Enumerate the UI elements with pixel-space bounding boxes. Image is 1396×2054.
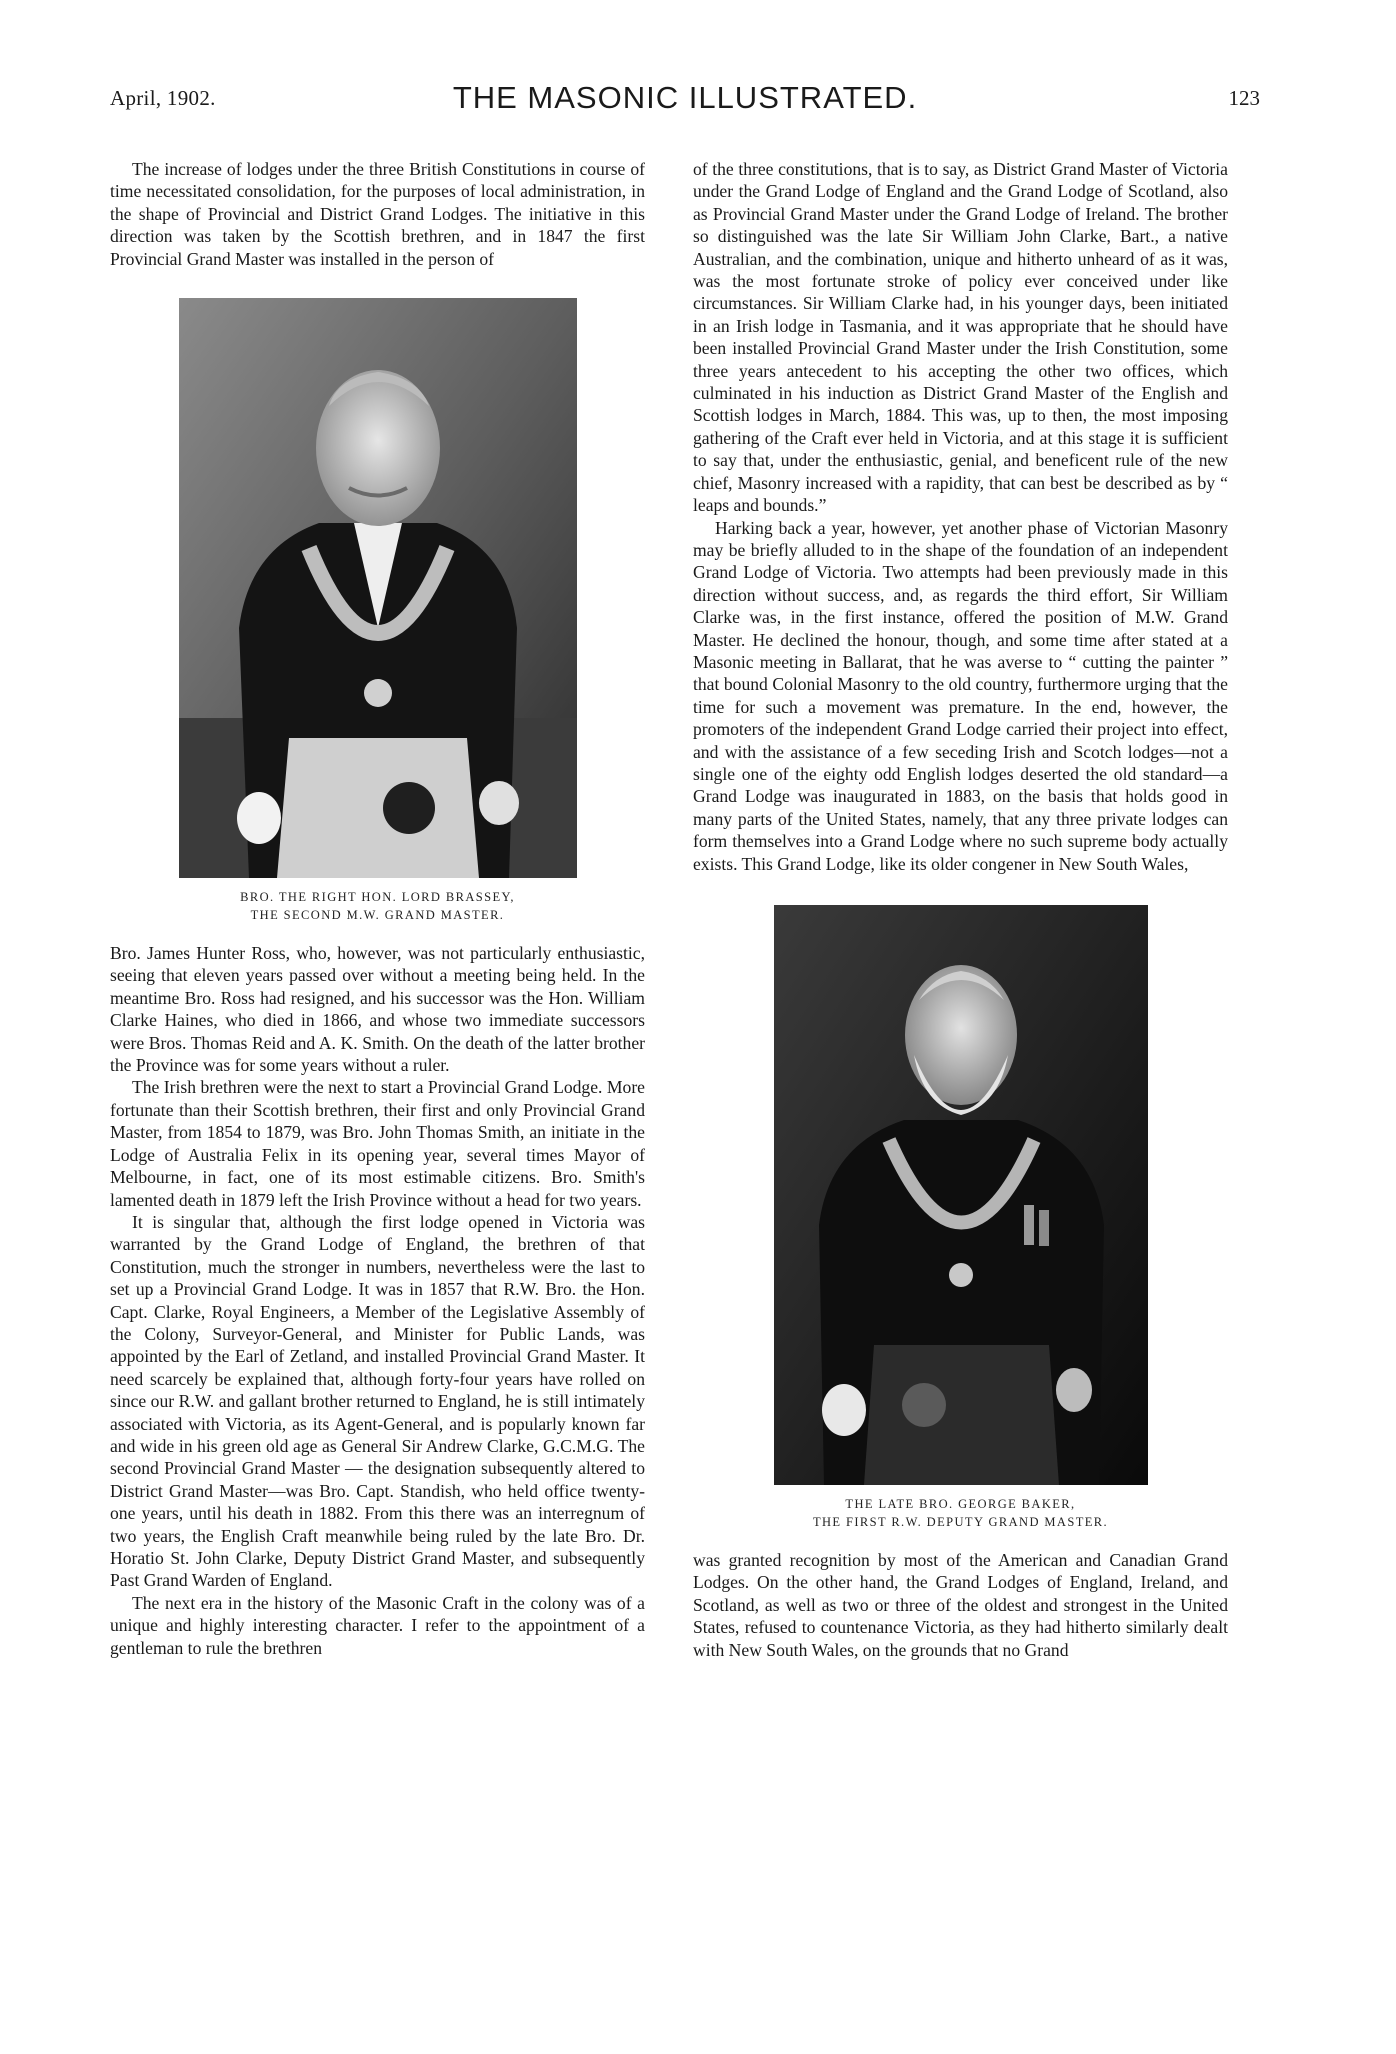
figure-george-baker bbox=[693, 905, 1228, 1531]
issue-date: April, 1902. bbox=[110, 86, 216, 110]
paragraph: The Irish brethren were the next to start a Provincial Grand Lodge. More fortunate than their Scottish brethren, their first and only Provincial Grand Master, from 1854 to 1879, was Bro. John Thomas Smith, an initiate in the Lodge of Australia Felix in its opening year, several times Mayor of Melbourne, in fact, one of its most estimable citizens. Bro. Smith's lamented death in 1879 left the Irish Province without a head for two years. bbox=[110, 1077, 645, 1210]
right-column bbox=[693, 158, 1228, 2038]
paragraph: The increase of lodges under the three British Constitutions in course of time necessitated consolidation, for the purposes of local administration, in the shape of Provincial and District Grand Lodges. The initiative in this direction was taken by the Scottish brethren, and in 1847 the first Provincial Grand Master was installed in the person of bbox=[110, 159, 645, 269]
paragraph: of the three constitutions, that is to say, as District Grand Master of Victoria under the Grand Lodge of England and the Grand Lodge of Scotland, also as Provincial Grand Master under the Grand Lodge of Ireland. The brother so distinguished was the late Sir William John Clarke, Bart., a native Australian, and the combination, unique and hitherto unheard of as it was, was the most fortunate stroke of policy ever conceived under like circumstances. Sir William Clarke had, in his younger days, been initiated in an Irish lodge in Tasmania, and it was appropriate that he should have been installed Provincial Grand Master under the Irish Constitution, some three years antecedent to his accepting the other two offices, which culminated in his induction as District Grand Master of the English and Scottish lodges in March, 1884. This was, up to then, the most imposing gathering of the Craft ever held in Victoria, and at this stage it is sufficient to say that, under the enthusiastic, genial, and beneficent rule of the new chief, Masonry increased with a rapidity, that can best be described as by “ leaps and bounds.” bbox=[693, 159, 1228, 516]
paragraph: was granted recognition by most of the American and Canadian Grand Lodges. On the other hand, the Grand Lodges of England, Ireland, and Scotland, as well as two or three of the oldest and strongest in the United States, refused to countenance Victoria, as they had hitherto similarly dealt with New South Wales, on the grounds that no Grand bbox=[693, 1550, 1228, 1660]
figure-caption: THE LATE BRO. GEORGE BAKER, THE FIRST R.W. DEPUTY GRAND MASTER. bbox=[812, 1497, 1109, 1529]
portrait-photo bbox=[179, 298, 577, 878]
paragraph: Harking back a year, however, yet another phase of Victorian Masonry may be briefly alluded to in the shape of the foundation of an independent Grand Lodge of Victoria. Two attempts had been previously made in this direction without success, and, as regards the third effort, Sir William Clarke was, in the first instance, offered the position of M.W. Grand Master. He declined the honour, though, and some time after stated at a Masonic meeting in Ballarat, that he was averse to “ cutting the painter ” that bound Colonial Masonry to the old country, furthermore urging that the time for such a movement was premature. In the end, however, the promoters of the independent Grand Lodge carried their project into effect, and with the assistance of a few seceding Irish and Scotch lodges—not a single one of the eighty odd English lodges deserted the old standard—a Grand Lodge was inaugurated in 1883, on the basis that holds good in many parts of the United States, namely, that any three private lodges can form themselves into a Grand Lodge where no such supreme body actually exists. This Grand Lodge, like its older congener in New South Wales, bbox=[693, 517, 1228, 874]
paragraph: Bro. James Hunter Ross, who, however, was not particularly enthusiastic, seeing that eleven years passed over without a meeting being held. In the meantime Bro. Ross had resigned, and his successor was the Hon. William Clarke Haines, who died in 1866, and whose two immediate successors were Bros. Thomas Reid and A. K. Smith. On the death of the latter brother the Province was for some years without a ruler. bbox=[110, 943, 645, 1076]
paragraph: The next era in the history of the Masonic Craft in the colony was of a unique and highly interesting character. I refer to the appointment of a gentleman to rule the brethren bbox=[110, 1592, 645, 1658]
paragraph: It is singular that, although the first lodge opened in Victoria was warranted by the Grand Lodge of England, the brethren of that Constitution, much the stronger in numbers, nevertheless were the last to set up a Provincial Grand Lodge. It was in 1857 that R.W. Bro. the Hon. Capt. Clarke, Royal Engineers, a Member of the Legislative Assembly of the Colony, Surveyor-General, and Minister for Public Lands, was appointed by the Earl of Zetland, and installed Provincial Grand Master. It need scarcely be explained that, although forty-four years have rolled on since our R.W. and gallant brother returned to England, he is still intimately associated with Victoria, as its Agent-General, and is popularly known far and wide in his green old age as General Sir Andrew Clarke, G.C.M.G. The second Provincial Grand Master — the designation subsequently altered to District Grand Master—was Bro. Capt. Standish, who held office twenty-one years, until his death in 1882. From this there was an interregnum of two years, the English Craft meanwhile being ruled by the late Bro. Dr. Horatio St. John Clarke, Deputy District Grand Master, and subsequently Past Grand Warden of England. bbox=[110, 1211, 645, 1591]
portrait-image bbox=[774, 905, 1148, 1485]
page-header bbox=[110, 80, 1260, 120]
portrait-image bbox=[179, 298, 577, 878]
left-column bbox=[110, 158, 645, 2038]
publication-title: THE MASONIC ILLUSTRATED. bbox=[452, 80, 918, 115]
portrait-photo bbox=[774, 905, 1148, 1485]
figure-caption: BRO. THE RIGHT HON. LORD BRASSEY, THE SECOND M.W. GRAND MASTER. bbox=[240, 890, 515, 923]
figure-lord-brassey bbox=[110, 298, 645, 924]
page-number: 123 bbox=[1228, 86, 1260, 110]
